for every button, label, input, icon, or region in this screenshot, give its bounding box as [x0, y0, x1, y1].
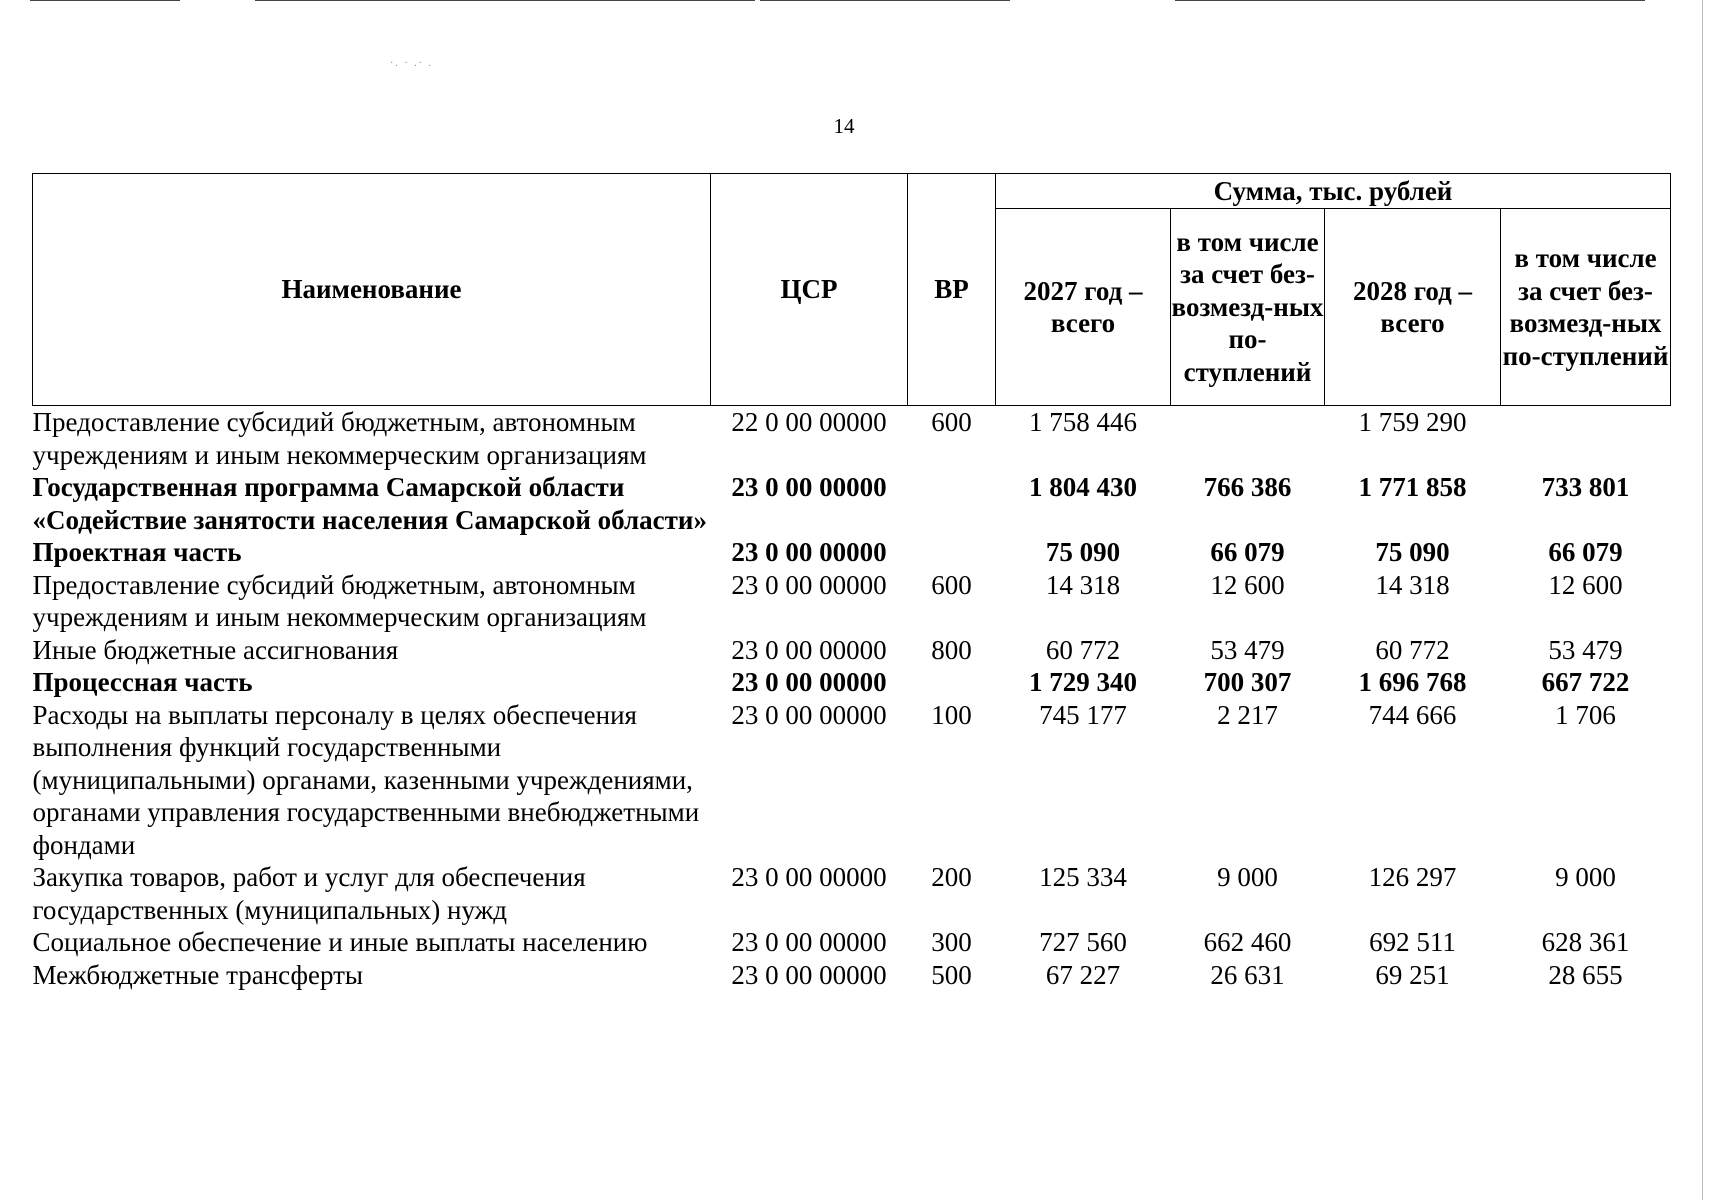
row-2027-total: 727 560	[1039, 927, 1127, 957]
budget-table	[32, 173, 1671, 991]
row-2028-gratuitous: 53 479	[1548, 634, 1623, 665]
table-row	[33, 634, 1671, 667]
row-2028-total: 1 696 768	[1358, 667, 1467, 697]
scan-artifact	[255, 0, 755, 1]
row-2027-gratuitous: 53 479	[1210, 634, 1285, 665]
row-csr: 23 0 00 00000	[731, 927, 887, 957]
row-name: Расходы на выплаты персоналу в целях обеспечения выполнения функций государственными (муниципальными) органами, казенными учреждениями, органами управления государственными внебюджетными фондами	[32, 699, 700, 860]
row-csr: 23 0 00 00000	[731, 634, 887, 665]
row-2028-gratuitous: 628 361	[1541, 927, 1630, 957]
row-2027-total: 75 090	[1045, 537, 1121, 567]
table-row	[33, 666, 1671, 699]
row-2028-total: 1 759 290	[1358, 407, 1467, 437]
row-name: Государственная программа Самарской области «Содействие занятости населения Самарской области»	[32, 472, 707, 535]
row-2028-total: 1 771 858	[1358, 472, 1467, 502]
row-2027-gratuitous: 700 307	[1203, 667, 1292, 697]
header-2027-total: 2027 год – всего	[996, 209, 1171, 406]
row-vr: 300	[931, 927, 972, 957]
row-2027-total: 1 729 340	[1029, 667, 1137, 697]
row-2028-gratuitous: 733 801	[1541, 472, 1630, 502]
row-2027-gratuitous: 2 217	[1217, 699, 1278, 730]
table-row	[33, 569, 1671, 634]
row-2027-gratuitous: 766 386	[1203, 472, 1292, 502]
table-row	[33, 959, 1671, 992]
row-2028-total: 75 090	[1375, 537, 1450, 567]
header-sum: Сумма, тыс. рублей	[996, 174, 1671, 209]
scan-artifact	[1175, 0, 1645, 1]
row-2027-total: 1 758 446	[1029, 407, 1137, 437]
row-csr: 23 0 00 00000	[731, 862, 887, 892]
table-row	[33, 926, 1671, 959]
header-2028-total: 2028 год – всего	[1325, 209, 1501, 406]
row-2027-gratuitous: 12 600	[1210, 569, 1285, 600]
row-name: Межбюджетные трансферты	[32, 959, 364, 990]
page-edge	[1702, 0, 1703, 1200]
row-2028-total: 744 666	[1368, 699, 1457, 730]
row-csr: 23 0 00 00000	[731, 699, 887, 730]
row-2027-gratuitous: 9 000	[1217, 862, 1278, 892]
row-2028-total: 60 772	[1375, 634, 1450, 665]
table-row	[33, 406, 1671, 472]
row-vr	[908, 471, 996, 536]
row-2028-gratuitous: 28 655	[1548, 959, 1623, 990]
header-2027-gratuitous: в том числе за счет без-возмезд-ных по-ступлений	[1171, 209, 1325, 406]
row-vr	[908, 666, 996, 699]
row-2027-total: 14 318	[1045, 569, 1121, 600]
header-csr: ЦСР	[711, 174, 908, 406]
header-name: Наименование	[33, 174, 711, 406]
row-2027-total: 60 772	[1045, 634, 1121, 665]
row-name: Проектная часть	[32, 537, 242, 567]
row-2028-gratuitous: 1 706	[1555, 699, 1616, 730]
row-name: Закупка товаров, работ и услуг для обеспечения государственных (муниципальных) нужд	[32, 862, 586, 925]
table-row	[33, 861, 1671, 926]
scan-artifact	[30, 0, 180, 1]
row-2028-total: 692 511	[1369, 927, 1456, 957]
row-2028-gratuitous: 667 722	[1541, 667, 1630, 697]
row-2027-total: 125 334	[1039, 862, 1127, 892]
row-csr: 22 0 00 00000	[731, 407, 887, 437]
row-vr: 100	[931, 699, 972, 730]
scan-artifact	[760, 0, 1010, 1]
row-name: Предоставление субсидий бюджетным, автономным учреждениям и иным некоммерческим организациям	[32, 569, 647, 632]
row-vr: 800	[931, 634, 972, 665]
row-2027-gratuitous: 662 460	[1203, 927, 1292, 957]
row-2028-total: 126 297	[1368, 862, 1457, 892]
row-name: Иные бюджетные ассигнования	[32, 634, 399, 665]
row-csr: 23 0 00 00000	[731, 667, 887, 697]
header-vr: ВР	[908, 174, 996, 406]
row-csr: 23 0 00 00000	[731, 959, 887, 990]
row-2027-total: 745 177	[1039, 699, 1127, 730]
row-2027-gratuitous: 26 631	[1210, 959, 1285, 990]
row-2027-total: 1 804 430	[1029, 472, 1137, 502]
row-vr: 500	[931, 959, 972, 990]
row-name: Процессная часть	[32, 667, 253, 697]
table-row	[33, 471, 1671, 536]
row-2028-gratuitous	[1501, 406, 1671, 472]
row-vr: 600	[931, 407, 972, 437]
row-name: Социальное обеспечение и иные выплаты населению	[32, 927, 648, 957]
row-name: Предоставление субсидий бюджетным, автономным учреждениям и иным некоммерческим организациям	[32, 407, 647, 470]
row-2027-total: 67 227	[1045, 959, 1121, 990]
row-2027-gratuitous: 66 079	[1210, 537, 1285, 567]
row-vr	[908, 536, 996, 569]
row-vr: 600	[931, 569, 972, 600]
row-vr: 200	[931, 862, 972, 892]
table-row	[33, 699, 1671, 862]
row-2027-gratuitous	[1171, 406, 1325, 472]
page-number: 14	[833, 114, 855, 138]
row-2028-total: 14 318	[1375, 569, 1450, 600]
table-row	[33, 536, 1671, 569]
row-2028-gratuitous: 66 079	[1548, 537, 1623, 567]
scan-specks: ·. · .· .	[390, 58, 433, 69]
row-csr: 23 0 00 00000	[731, 537, 887, 567]
row-2028-gratuitous: 9 000	[1555, 862, 1616, 892]
row-2028-total: 69 251	[1375, 959, 1450, 990]
header-2028-gratuitous: в том числе за счет без-возмезд-ных по-ступлений	[1501, 209, 1671, 406]
row-2028-gratuitous: 12 600	[1548, 569, 1623, 600]
row-csr: 23 0 00 00000	[731, 472, 887, 502]
row-csr: 23 0 00 00000	[731, 569, 887, 600]
